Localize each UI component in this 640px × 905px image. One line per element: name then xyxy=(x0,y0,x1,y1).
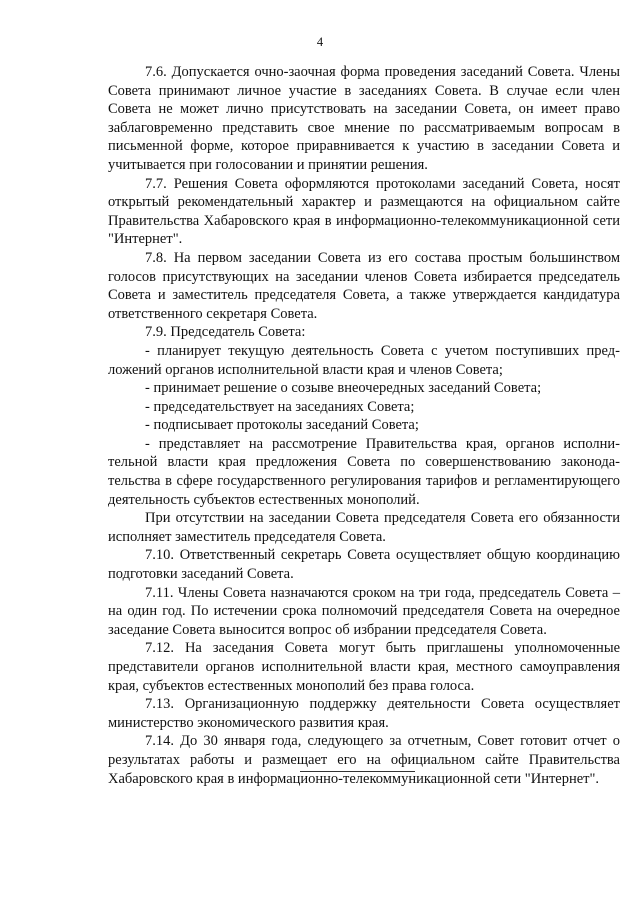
paragraph-7-7: 7.7. Решения Совета оформляются протоколами заседаний Совета, носят открытый рекомендательный характер и размещаются на официальном сайте Правительства Хабаровского края в информационно-телекоммуникационной сети "Интернет". xyxy=(108,175,620,248)
paragraph-7-9: 7.9. Председатель Совета: xyxy=(145,324,306,341)
paragraph-7-12: 7.12. На заседания Совета могут быть приглашены уполномоченные представители органов исполнительной власти края, местного самоуправления края, субъектов естественных монополий без права голоса. xyxy=(108,640,620,694)
paragraph-7-8: 7.8. На первом заседании Совета из его состава простым большинством голосов присутствующих на заседании членов Совета избирается председатель Совета и заместитель председателя Совета, а также утверждается кандидатура ответственного секретаря Совета. xyxy=(108,249,620,322)
paragraph-7-14: 7.14. До 30 января года, следующего за отчетным, Совет готовит отчет о результатах работы и размещает его на официальном сайте Правительства Хабаровского края в информационно-телекоммуникационной сети "Интернет". xyxy=(108,733,620,787)
list-item-plans-activity: - планирует текущую деятельность Совета с учетом поступивших предложений органов исполнительной власти края и членов Совета; xyxy=(108,342,620,378)
paragraph-7-13: 7.13. Организационную поддержку деятельности Совета осуществляет министерство экономического развития края. xyxy=(108,696,620,731)
page-number: 4 xyxy=(316,35,324,49)
list-item-chairs-meetings: - председательствует на заседаниях Совета; xyxy=(145,398,415,415)
paragraph-7-6: 7.6. Допускается очно-заочная форма проведения заседаний Совета. Члены Совета принимают личное участие в заседаниях Совета. В случае если член Совета не может лично присутствовать на заседании Совета, он имеет право заблаговременно представить свое мнение по рассматриваемым вопросам в письменной форме, которое приравнивается к участию в заседании Совета и учитывается при голосовании и принятии решения. xyxy=(108,64,620,173)
paragraph-7-10: 7.10. Ответственный секретарь Совета осуществляет общую координацию подготовки заседаний Совета. xyxy=(108,547,620,583)
end-divider-line xyxy=(300,771,415,772)
list-item-submits-proposals: - представляет на рассмотрение Правительства края, органов исполнительной власти края предложения Совета по совершенствованию законодательства в сфере государственного регулирования тарифов и регламентирующего деятельность субъектов естественных монополий. xyxy=(108,435,620,508)
document-body xyxy=(108,63,620,788)
list-item-convenes-meetings: - принимает решение о созыве внеочередных заседаний Совета; xyxy=(145,380,542,397)
paragraph-deputy-duties: При отсутствии на заседании Совета председателя Совета его обязанности исполняет заместитель председателя Совета. xyxy=(108,510,620,545)
list-item-signs-protocols: - подписывает протоколы заседаний Совета; xyxy=(145,417,419,434)
paragraph-7-11: 7.11. Члены Совета назначаются сроком на три года, председатель Совета – на один год. По истечении срока полномочий председателя Совета на очередное заседание Совета выносится вопрос об избрании председателя Совета. xyxy=(108,584,620,638)
